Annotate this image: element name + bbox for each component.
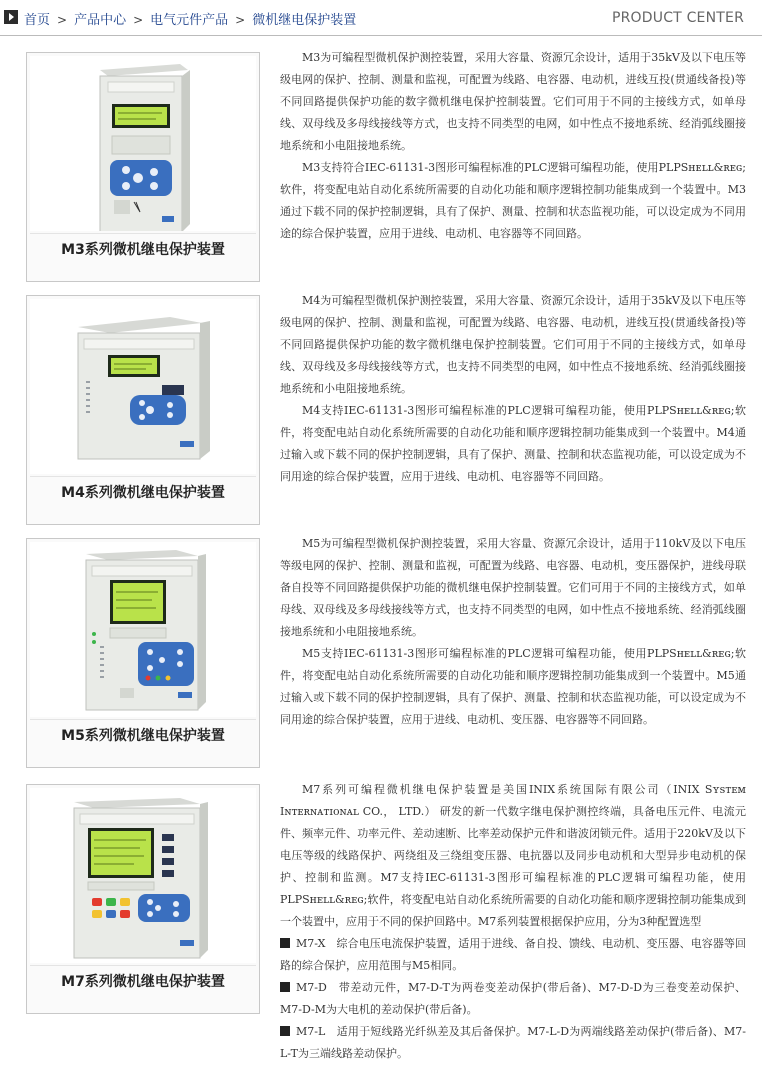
breadcrumb	[24, 9, 356, 28]
caption-divider	[30, 233, 256, 234]
m7-device-image[interactable]	[30, 788, 256, 963]
caption-divider	[30, 719, 256, 720]
page-header	[0, 0, 762, 36]
config-item-text: M7-X 综合电压电流保护装置，适用于进线、备自投、馈线、电动机、变压器、电容器等回路的综合保护，应用范围与M5相同。	[280, 937, 746, 972]
config-item-text: M7-L 适用于短线路光纤纵差及其后备保护。M7-L-D为两端线路差动保护(带后备)、M7-L-T为三端线路差动保护。	[280, 1025, 746, 1060]
product-card-m4[interactable]	[26, 295, 260, 525]
product-caption[interactable]: M5系列微机继电保护装置	[61, 728, 225, 744]
product-description	[280, 533, 746, 731]
breadcrumb-electrical-link[interactable]: 电气元件产品	[150, 13, 229, 28]
product-card-m5[interactable]	[26, 538, 260, 768]
product-caption[interactable]: M7系列微机继电保护装置	[61, 974, 225, 990]
description-paragraph: M7系列可编程微机继电保护装置是美国INIX系统国际有限公司（INIX Sʏsᴛᴇᴍ Iɴᴛᴇʀɴᴀᴛɪᴏɴᴀʟ CO.， LTD.） 研发的新一代数字继电保护测控终端，具备电压元件、电流元件、频率元件、功率元件、差动速断、比率差动保护元件和谐波闭锁元件。适用于220kV及以下电压等级的线路保护、两绕组及三绕组变压器、电抗器以及同步电动机和大型异步电动机的保护、控制和监测。M7支持IEC-61131-3图形可编程标准的PLC逻辑可编程功能，使用PLPSʜᴇʟʟ&ʀᴇɢ;软件，将变配电站自动化系统所需要的自动化功能和顺序逻辑控制功能集成到一个装置中，应用于不同的保护回路中。M7系列装置根据保护应用，分为3种配置选型	[280, 783, 746, 928]
chevron-right-icon: >	[133, 13, 144, 27]
description-paragraph: M4支持IEC-61131-3图形可编程标准的PLC逻辑可编程功能，使用PLPSʜᴇʟʟ&ʀᴇɢ;软件，将变配电站自动化系统所需要的自动化功能和顺序逻辑控制功能集成到一个装置中。M4通过输入或下载不同的保护控制逻辑，具有了保护、测量、控制和状态监视功能，可以设定成为不同用途的综合保护装置，应用于进线、电动机、电容器等不同回路。	[280, 404, 746, 483]
config-item	[280, 933, 746, 977]
description-paragraph: M3为可编程型微机保护测控装置，采用大容量、资源冗余设计，适用于35kV及以下电压等级电网的保护、控制、测量和监视，可配置为线路、电容器、电动机，进线互投(贯通线备投)等不同回路提供保护功能的数字微机继电保护控制装置。它们可用于不同的主接线方式，如单母线、双母线及多母线接线等方式，也支持不同类型的电网，如中性点不接地系统、经消弧线圈接地系统和小电阻接地系统。	[280, 51, 746, 152]
config-item-text: M7-D 带差动元件，M7-D-T为两卷变差动保护(带后备)、M7-D-D为三卷变差动保护、M7-D-M为大电机的差动保护(带后备)。	[280, 981, 746, 1016]
description-paragraph: M5支持IEC-61131-3图形可编程标准的PLC逻辑可编程功能，使用PLPSʜᴇʟʟ&ʀᴇɢ;软件，将变配电站自动化系统所需要的自动化功能和顺序逻辑控制功能集成到一个装置中。M5通过输入或下载不同的保护控制逻辑，具有了保护、测量、控制和状态监视功能，可以设定成为不同用途的综合保护装置，应用于进线、电动机、变压器、电容器等不同回路。	[280, 647, 746, 726]
chevron-right-icon: >	[235, 13, 246, 27]
product-card-m3[interactable]	[26, 52, 260, 282]
caption-divider	[30, 476, 256, 477]
config-item	[280, 1021, 746, 1065]
description-paragraph: M5为可编程型微机保护测控装置，采用大容量、资源冗余设计，适用于110kV及以下电压等级电网的保护、控制、测量和监视，可配置为线路、电容器、电动机，变压器保护，进线母联备自投等不同回路提供保护功能的微机继电保护控制装置。它们可用于不同的主接线方式，如单母线、双母线及多母线接线等方式，也支持不同类型的电网，如中性点不接地系统、经消弧线圈接地系统和小电阻接地系统。	[280, 537, 746, 638]
breadcrumb-arrow-icon	[4, 10, 18, 24]
description-paragraph: M3支持符合IEC-61131-3图形可编程标准的PLC逻辑可编程功能，使用PLPSʜᴇʟʟ&ʀᴇɢ;软件，将变配电站自动化系统所需要的自动化功能和顺序逻辑控制功能集成到一个装置中。M3通过下载不同的保护控制逻辑，具有了保护、测量、控制和状态监视功能，可以设定成为不同用途的综合保护装置，应用于进线、电动机、电容器等不同回路。	[280, 161, 746, 240]
description-paragraph: M4为可编程型微机保护测控装置，采用大容量、资源冗余设计，适用于35kV及以下电压等级电网的保护、控制、测量和监视，可配置为线路、电容器、电动机，进线互投(贯通线备投)等不同回路提供保护功能的数字微机继电保护控制装置。它们可用于不同的主接线方式，如单母线、双母线及多母线接线等方式，也支持不同类型的电网，如中性点不接地系统、经消弧线圈接地系统和小电阻接地系统。	[280, 294, 746, 395]
m5-device-image[interactable]	[30, 542, 256, 717]
config-item	[280, 977, 746, 1021]
breadcrumb-home-link[interactable]: 首页	[24, 13, 51, 28]
breadcrumb-products-link[interactable]: 产品中心	[74, 13, 127, 28]
bullet-square-icon	[280, 938, 290, 948]
product-card-m7[interactable]	[26, 784, 260, 1014]
bullet-square-icon	[280, 1026, 290, 1036]
chevron-right-icon: >	[57, 13, 68, 27]
product-description	[280, 779, 746, 1065]
product-caption[interactable]: M4系列微机继电保护装置	[61, 485, 225, 501]
product-description	[280, 47, 746, 245]
breadcrumb-current-link[interactable]: 微机继电保护装置	[252, 13, 357, 28]
m3-device-image[interactable]	[30, 56, 256, 231]
product-description	[280, 290, 746, 488]
caption-divider	[30, 965, 256, 966]
bullet-square-icon	[280, 982, 290, 992]
m4-device-image[interactable]	[30, 299, 256, 474]
product-caption[interactable]: M3系列微机继电保护装置	[61, 242, 225, 258]
section-title: PRODUCT CENTER	[611, 10, 744, 26]
